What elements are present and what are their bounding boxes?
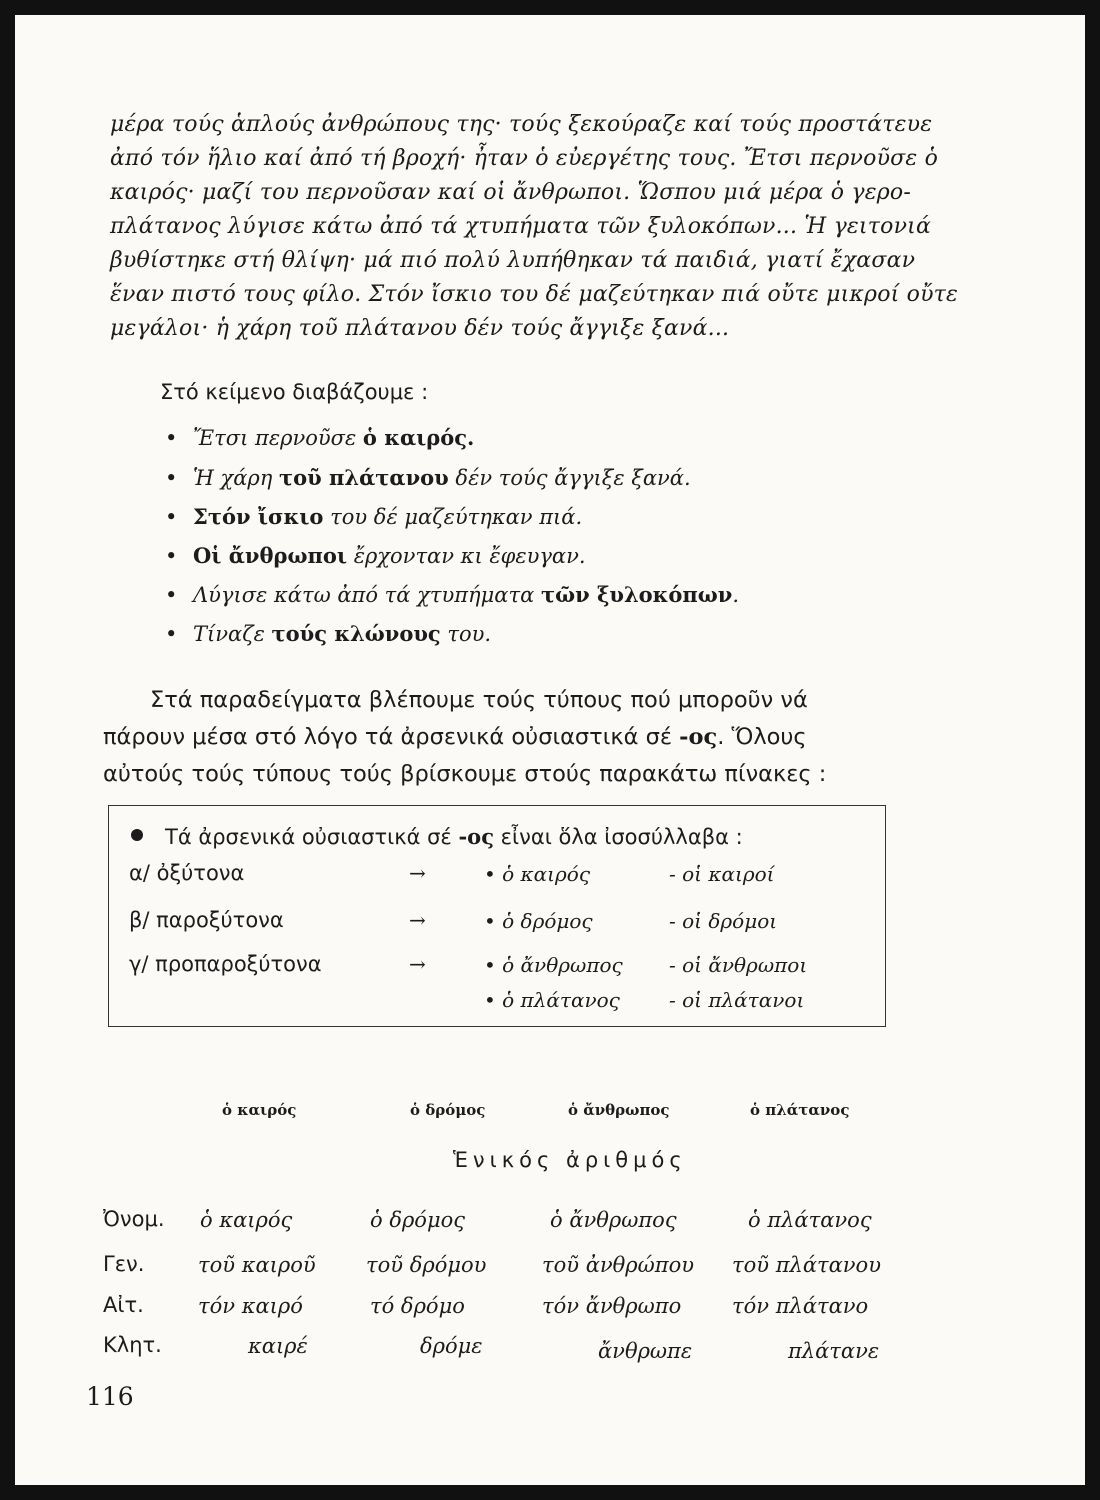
row-label: β/ παροξύτονα	[129, 908, 284, 932]
rule-box	[108, 805, 886, 1027]
case-form: τοῦ ἀνθρώπου	[542, 1253, 694, 1277]
paragraph-line: ἕναν πιστό τους φίλο. Στόν ἴσκιο του δέ μαζεύτηκαν πιά οὔτε μικροί οὔτε	[110, 282, 959, 307]
body-line: Στά παραδείγματα βλέπουμε τούς τύπους πού μποροῦν νά	[150, 687, 808, 713]
paragraph-line: ἀπό τόν ἥλιο καί ἀπό τή βροχή· ἦταν ὁ εὐεργέτης τους. Ἔτσι περνοῦσε ὁ	[110, 146, 939, 171]
case-label: Ὀνομ.	[103, 1207, 165, 1231]
case-form: τοῦ δρόμου	[366, 1253, 487, 1277]
body-line: πάρουν μέσα στό λόγο τά ἀρσενικά οὐσιαστικά σέ -ος. Ὅλους	[103, 724, 807, 750]
paragraph-line: μεγάλοι· ἡ χάρη τοῦ πλάτανου δέν τούς ἄγγιξε ξανά...	[110, 316, 730, 341]
intro-text: Στό κείμενο διαβάζουμε :	[160, 380, 429, 404]
singular-form: • ὁ δρόμος	[484, 909, 593, 933]
paragraph-line: πλάτανος λύγισε κάτω ἀπό τά χτυπήματα τῶν ξυλοκόπων... Ἡ γειτονιά	[110, 214, 932, 239]
case-form: δρόμε	[420, 1334, 483, 1358]
case-form: ἄνθρωπε	[598, 1339, 693, 1363]
case-label: Κλητ.	[103, 1333, 162, 1357]
paragraph-line: καιρός· μαζί του περνοῦσαν καί οἱ ἄνθρωποι. Ὥσπου μιά μέρα ὁ γερο-	[110, 180, 911, 205]
case-form: τοῦ πλάτανου	[732, 1253, 881, 1277]
column-header: ὁ ἄνθρωπος	[568, 1101, 670, 1119]
paragraph-line: βυθίστηκε στή θλίψη· μά πιό πολύ λυπήθηκαν τά παιδιά, γιατί ἔχασαν	[110, 248, 916, 273]
bullet-icon: •	[165, 583, 178, 607]
book-page	[15, 15, 1085, 1485]
bullet-icon: •	[165, 622, 178, 646]
case-form: τόν ἄνθρωπο	[542, 1294, 682, 1318]
row-label: γ/ προπαροξύτονα	[129, 952, 322, 976]
body-line: αὐτούς τούς τύπους τούς βρίσκουμε στούς παρακάτω πίνακες :	[103, 761, 827, 787]
number-title: Ἑνικός ἀριθμός	[453, 1148, 687, 1172]
case-form: ὁ καιρός	[200, 1208, 293, 1232]
case-form: ὁ πλάτανος	[748, 1208, 872, 1232]
plural-form: - οἱ καιροί	[669, 862, 775, 886]
arrow-icon: →	[409, 908, 426, 932]
paragraph-line: μέρα τούς ἁπλούς ἀνθρώπους της· τούς ξεκούραζε καί τούς προστάτευε	[110, 112, 933, 137]
bullet-dot-icon	[131, 829, 143, 841]
example-item: • Ἡ χάρη τοῦ πλάτανου δέν τούς ἄγγιξε ξανά.	[165, 465, 691, 490]
arrow-icon: →	[409, 861, 426, 885]
row-label: α/ ὀξύτονα	[129, 861, 245, 885]
case-form: τόν πλάτανο	[732, 1294, 869, 1318]
case-label: Αἰτ.	[103, 1293, 144, 1317]
case-form: ὁ ἄνθρωπος	[550, 1208, 677, 1232]
column-header: ὁ καιρός	[222, 1101, 297, 1119]
case-form: πλάτανε	[788, 1339, 880, 1363]
bullet-icon: •	[165, 466, 178, 490]
singular-form: • ὁ ἄνθρωπος	[484, 953, 623, 977]
plural-form: - οἱ ἄνθρωποι	[669, 953, 808, 977]
case-form: καιρέ	[248, 1334, 308, 1358]
bullet-icon: •	[165, 505, 178, 529]
case-form: τόν καιρό	[198, 1294, 303, 1318]
singular-form: • ὁ πλάτανος	[484, 988, 620, 1012]
page-number: 116	[86, 1382, 134, 1411]
plural-form: - οἱ δρόμοι	[669, 909, 778, 933]
case-form: τοῦ καιροῦ	[198, 1253, 316, 1277]
example-item: • Ἔτσι περνοῦσε ὁ καιρός.	[165, 425, 475, 450]
case-label: Γεν.	[103, 1252, 145, 1276]
example-item: • Τίναζε τούς κλώνους του.	[165, 621, 492, 646]
column-header: ὁ πλάτανος	[750, 1101, 850, 1119]
arrow-icon: →	[409, 952, 426, 976]
example-item: • Στόν ἴσκιο του δέ μαζεύτηκαν πιά.	[165, 504, 583, 529]
bullet-icon: •	[165, 544, 178, 568]
column-header: ὁ δρόμος	[410, 1101, 486, 1119]
rule-heading: Τά ἀρσενικά οὐσιαστικά σέ -ος εἶναι ὅλα ἰσοσύλλαβα :	[131, 824, 743, 849]
case-form: ὁ δρόμος	[370, 1208, 466, 1232]
example-item: • Λύγισε κάτω ἀπό τά χτυπήματα τῶν ξυλοκόπων.	[165, 582, 740, 607]
example-item: • Οἱ ἄνθρωποι ἔρχονταν κι ἔφευγαν.	[165, 543, 586, 568]
singular-form: • ὁ καιρός	[484, 862, 591, 886]
plural-form: - οἱ πλάτανοι	[669, 988, 805, 1012]
case-form: τό δρόμο	[370, 1294, 465, 1318]
bullet-icon: •	[165, 426, 178, 450]
